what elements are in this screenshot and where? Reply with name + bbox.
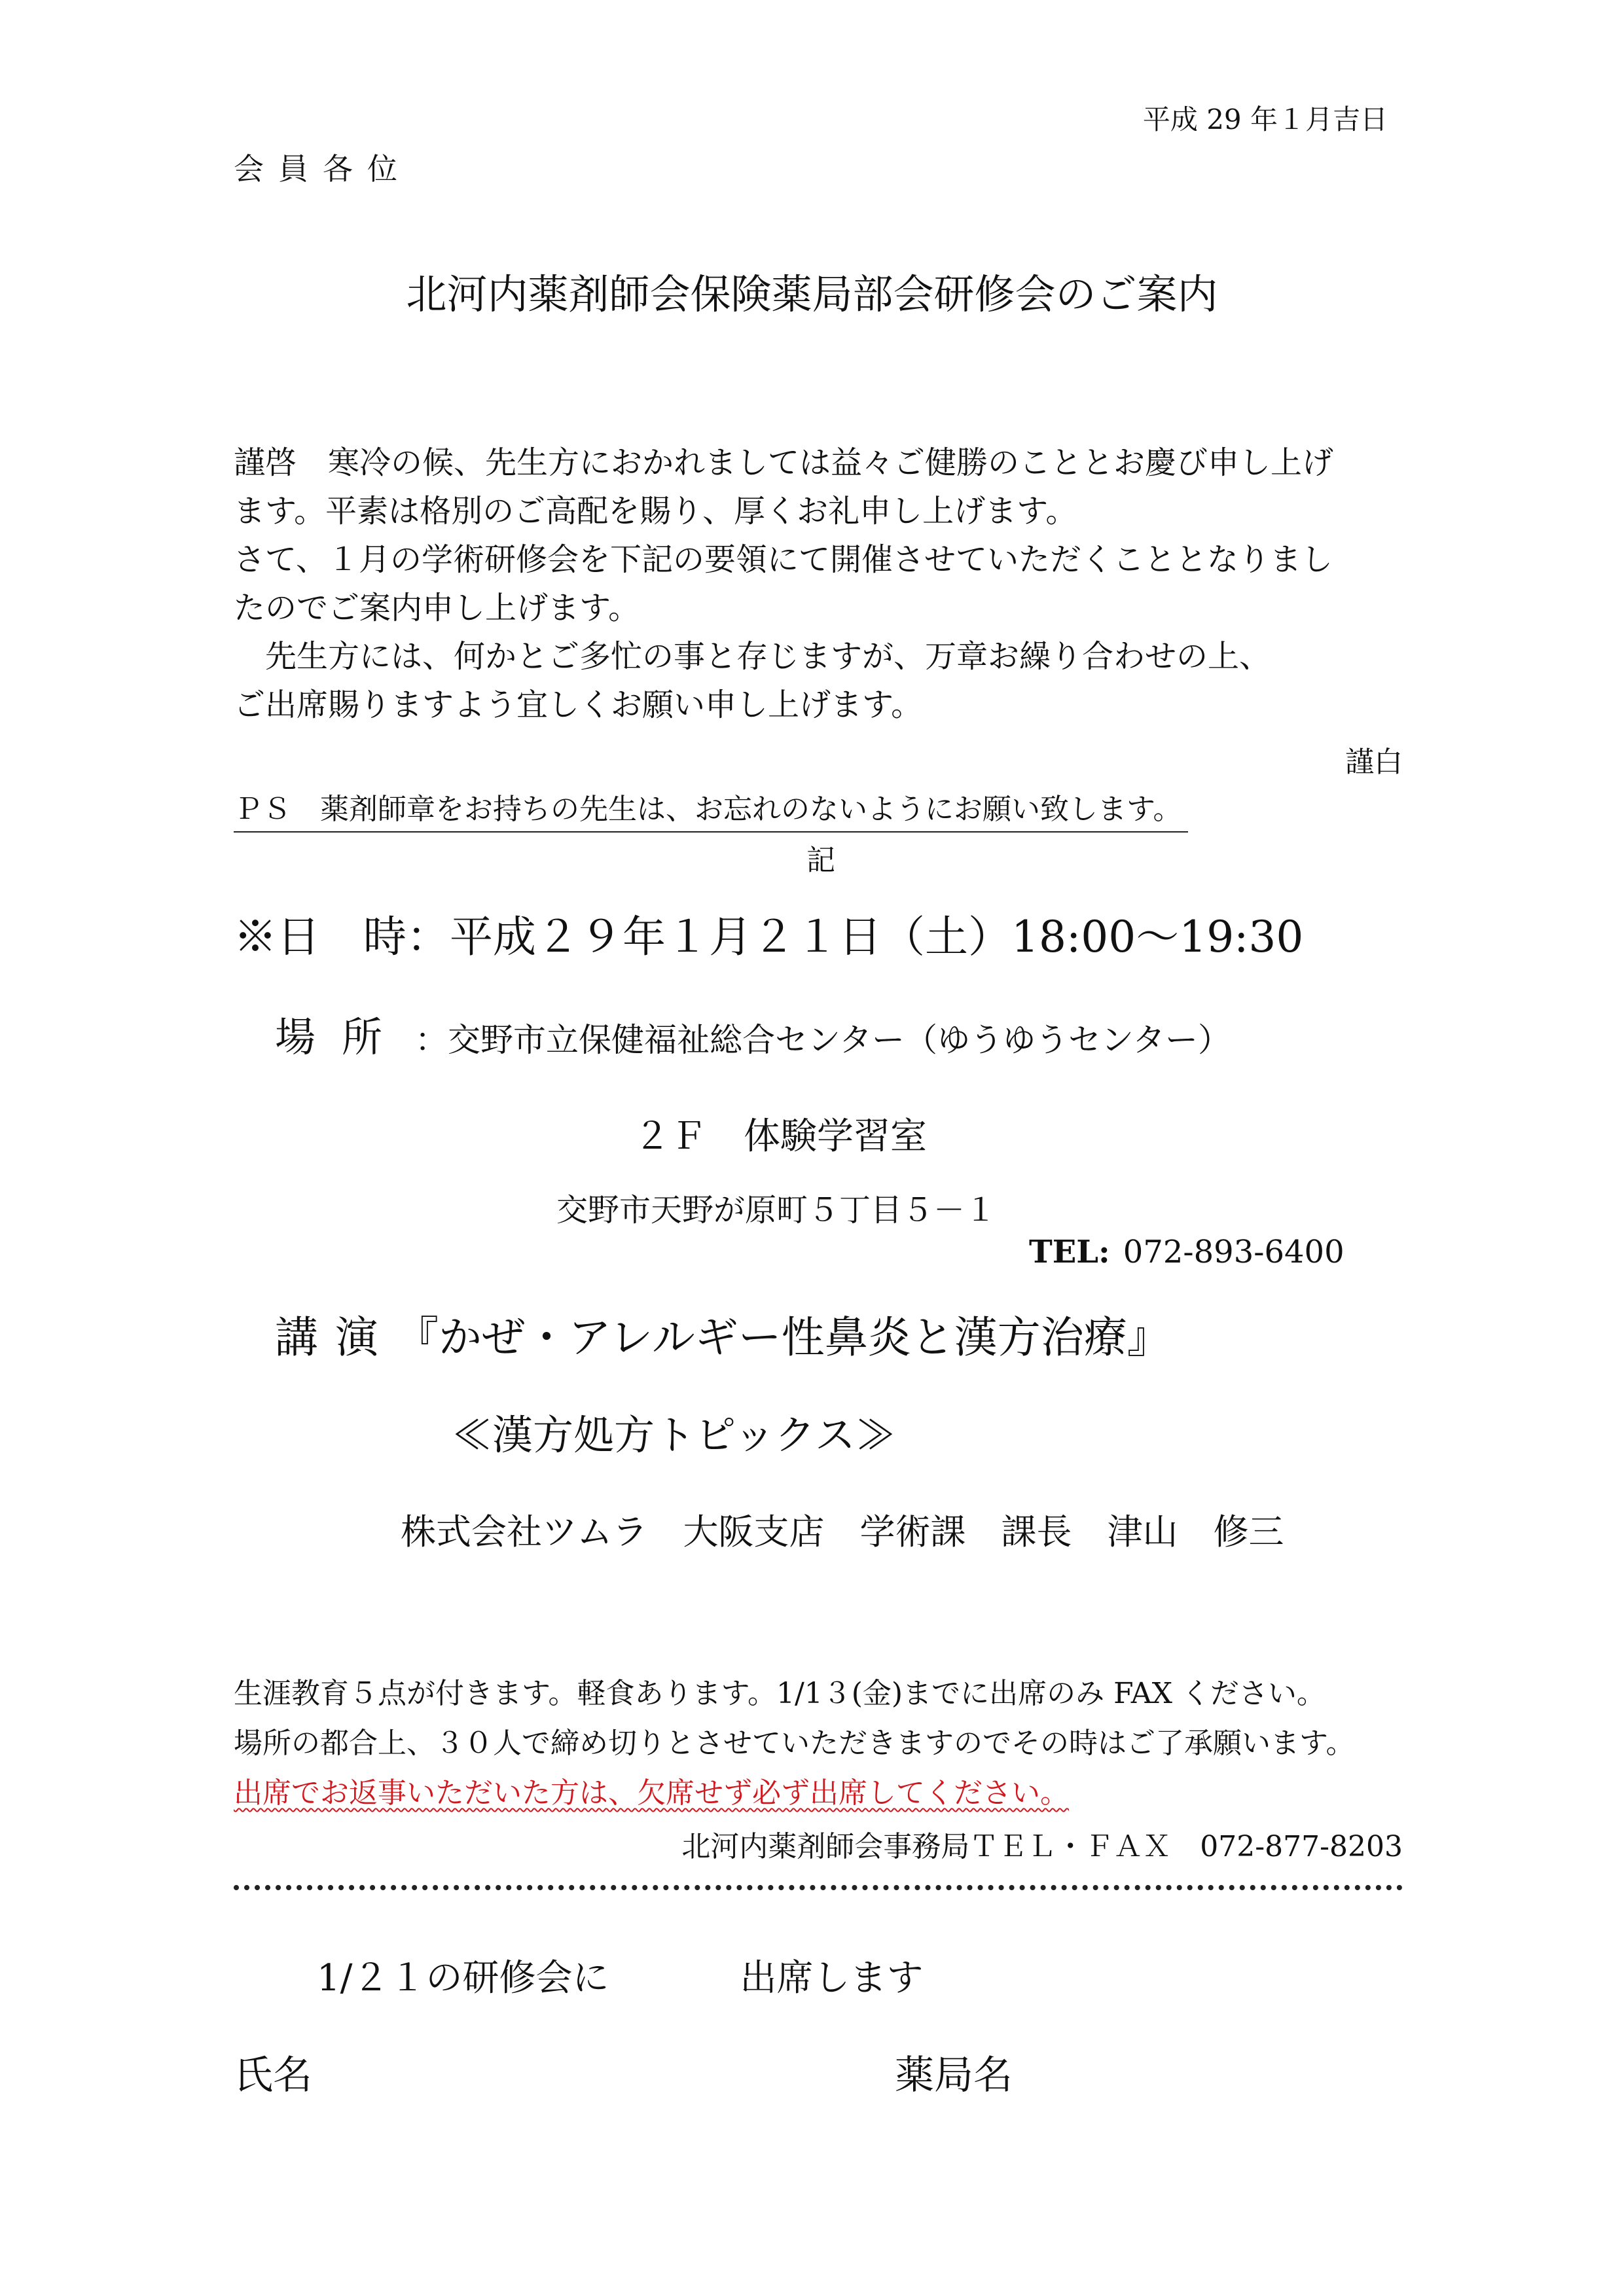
tel-number: 072-893-6400	[1123, 1234, 1344, 1270]
cut-line	[234, 1885, 1403, 1890]
notes	[234, 1669, 1354, 1818]
lecture-speaker: 株式会社ツムラ 大阪支店 学術課 課長 津山 修三	[401, 1511, 1284, 1552]
office-contact: 北河内薬剤師会事務局ＴＥＬ・ＦＡＸ 072-877-8203	[681, 1830, 1403, 1863]
body-line: さて、１月の学術研修会を下記の要領にて開催させていただくこととなりまし	[234, 541, 1333, 578]
lecture-row	[275, 1302, 1170, 1365]
lecture-label: 講演	[275, 1312, 395, 1363]
venue-room: ２Ｆ 体験学習室	[634, 1115, 927, 1158]
tel-label: TEL:	[1029, 1234, 1110, 1270]
venue-label: 場所	[275, 1013, 409, 1061]
body-line: 先生方には、何かとご多忙の事と存じますが、万章お繰り合わせの上、	[234, 638, 1271, 675]
salutation: 会員各位	[234, 151, 412, 187]
lecture-title: 『かぜ・アレルギー性鼻炎と漢方治療』	[395, 1312, 1170, 1363]
lecture-topics: ≪漢方処方トピックス≫	[452, 1411, 896, 1459]
reply-event: 1/２１の研修会に	[317, 1957, 609, 2000]
venue-row	[275, 1005, 1231, 1063]
postscript: ＰＳ 薬剤師章をお持ちの先生は、お忘れのないようにお願い致します。	[234, 785, 1188, 833]
body-line: たのでご案内申し上げます。	[234, 590, 640, 626]
reply-row	[317, 1949, 924, 2001]
closing-word: 謹白	[1345, 745, 1403, 779]
venue-name: ：交野市立保健福祉総合センター（ゆうゆうセンター）	[415, 1021, 1231, 1059]
document-title: 北河内薬剤師会保険薬局部会研修会のご案内	[406, 270, 1218, 318]
letter-body	[234, 439, 1412, 729]
reply-attend: 出席します	[740, 1957, 924, 2000]
body-line: ます。平素は格別のご高配を賜り、厚くお礼申し上げます。	[234, 493, 1077, 529]
venue-tel	[1029, 1234, 1344, 1270]
body-line: ご出席賜りますよう宜しくお願い申し上げます。	[234, 687, 923, 723]
ki-mark: 記	[806, 844, 835, 877]
event-datetime: ※日 時：平成２９年１月２１日（土）18:00～19:30	[234, 912, 1304, 962]
note-line: 生涯教育５点が付きます。軽食あります。1/1３(金)までに出席のみ FAX ください。	[234, 1677, 1326, 1710]
issue-date: 平成 29 年１月吉日	[1142, 103, 1388, 135]
attendance-warning: 出席でお返事いただいた方は、欠席せず必ず出席してください。	[234, 1776, 1069, 1810]
venue-address: 交野市天野が原町５丁目５－１	[556, 1192, 997, 1229]
note-line: 場所の都合上、３０人で締め切りとさせていただきますのでその時はご了承願います。	[234, 1727, 1355, 1760]
pharmacy-label: 薬局名	[895, 2053, 1013, 2098]
body-line: 謹啓 寒冷の候、先生方におかれましては益々ご健勝のこととお慶び申し上げ	[234, 444, 1334, 481]
name-label: 氏名	[234, 2053, 312, 2098]
